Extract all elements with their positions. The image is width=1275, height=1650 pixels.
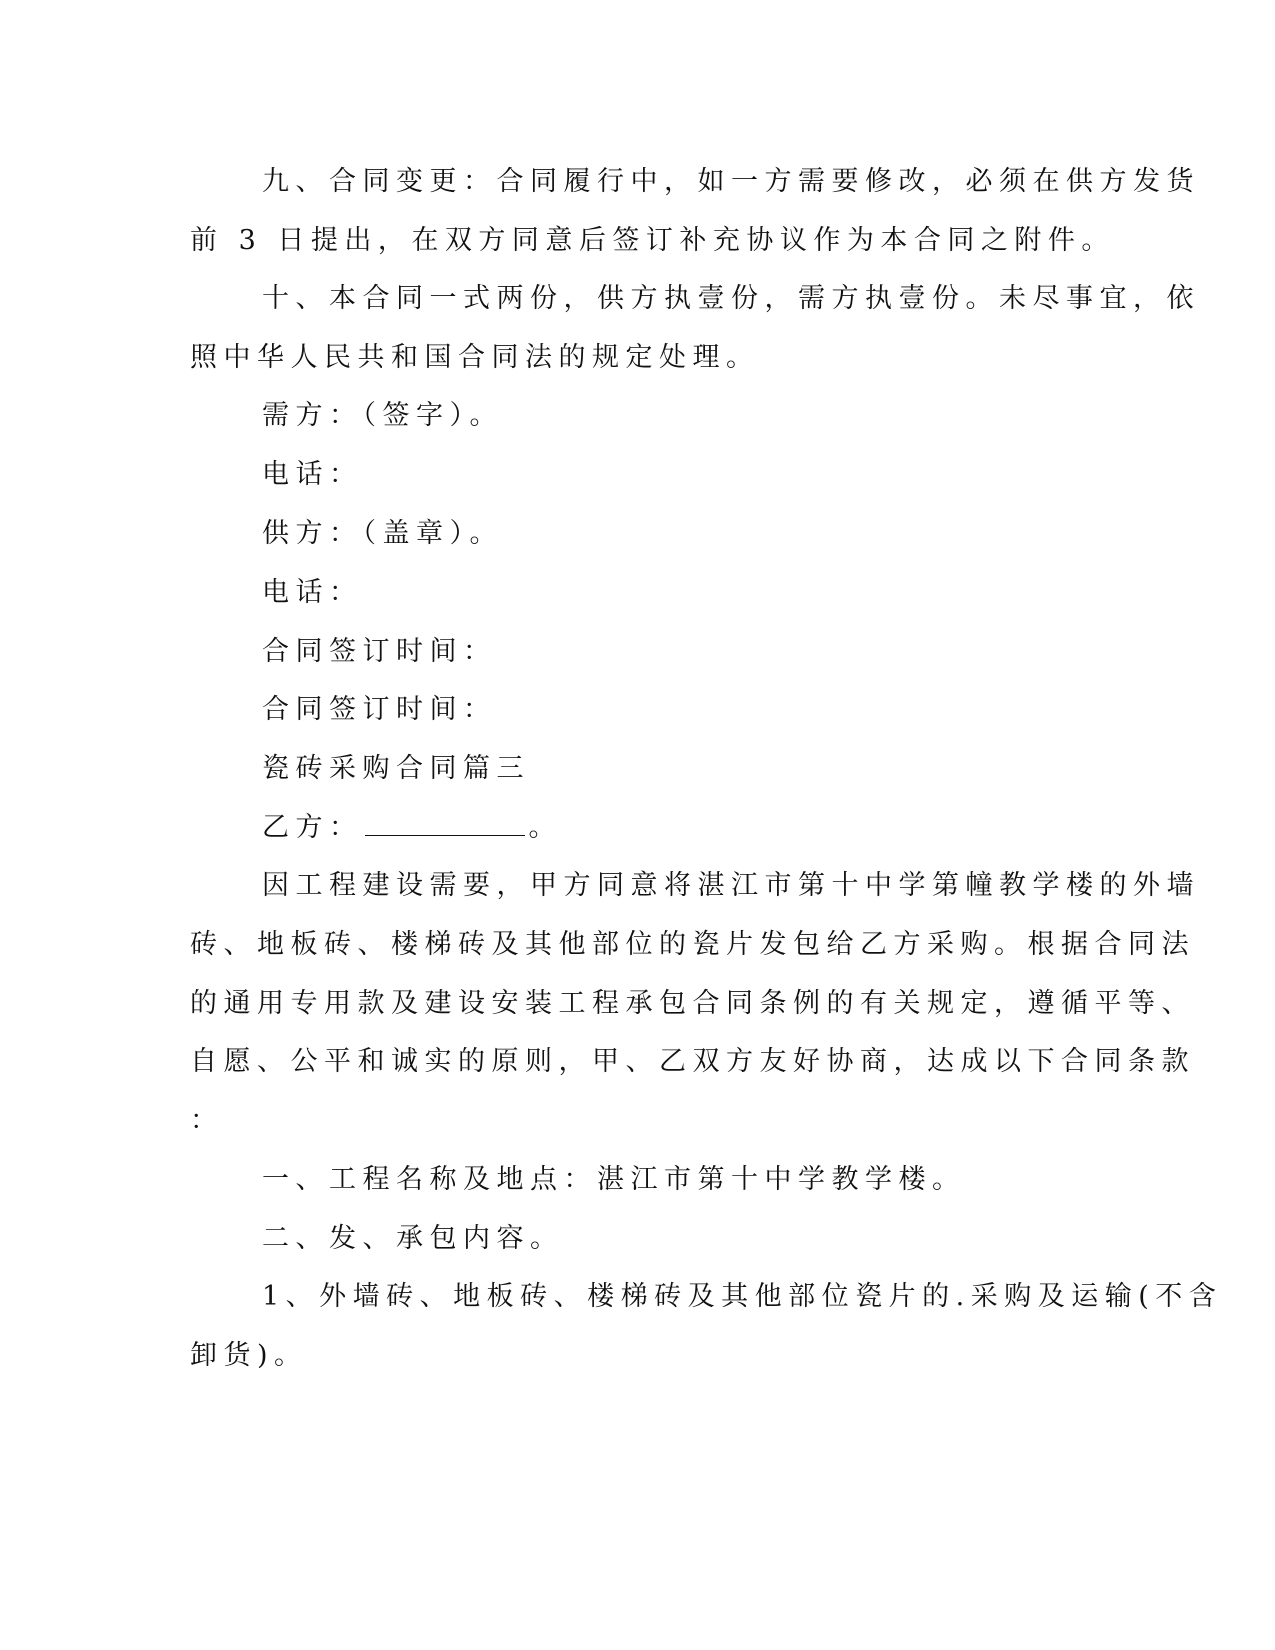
intro-line-1: 因工程建设需要，甲方同意将湛江市第十中学第幢教学楼的外墙: [262, 870, 1200, 901]
sub-item-1-line-1: 1、外墙砖、地板砖、楼梯砖及其他部位瓷片的.采购及运输(不含: [262, 1281, 1223, 1312]
supplier-seal-line: 供方：（盖章）。: [262, 518, 503, 549]
buyer-signature-line: 需方：（签字）。: [262, 400, 503, 431]
item-1-line: 一、工程名称及地点：湛江市第十中学教学楼。: [262, 1164, 966, 1195]
clause-10-line-1: 十、本合同一式两份，供方执壹份，需方执壹份。未尽事宜，依: [262, 283, 1200, 314]
party-b-line: [262, 808, 562, 848]
supplier-phone-line: 电话：: [262, 577, 363, 608]
sub-item-1-line-2: 卸货)。: [190, 1340, 308, 1371]
party-b-label: 乙方：: [262, 812, 363, 843]
intro-line-4: 自愿、公平和诚实的原则，甲、乙双方友好协商，达成以下合同条款: [190, 1046, 1195, 1077]
item-2-line: 二、发、承包内容。: [262, 1223, 564, 1254]
party-b-blank: [365, 809, 525, 836]
clause-9-line-1: 九、合同变更：合同履行中，如一方需要修改，必须在供方发货: [262, 166, 1200, 197]
clause-9-line-2: 前 3 日提出，在双方同意后签订补充协议作为本合同之附件。: [190, 225, 1115, 256]
section-title: 瓷砖采购合同篇三: [262, 753, 530, 784]
intro-line-2: 砖、地板砖、楼梯砖及其他部位的瓷片发包给乙方采购。根据合同法: [190, 929, 1195, 960]
signing-time-line-2: 合同签订时间：: [262, 694, 497, 725]
buyer-phone-line: 电话：: [262, 459, 363, 490]
clause-10-line-2: 照中华人民共和国合同法的规定处理。: [190, 342, 760, 373]
party-b-suffix: 。: [528, 812, 562, 843]
intro-line-5: ：: [190, 1105, 224, 1136]
signing-time-line-1: 合同签订时间：: [262, 636, 497, 667]
intro-line-3: 的通用专用款及建设安装工程承包合同条例的有关规定，遵循平等、: [190, 988, 1195, 1019]
